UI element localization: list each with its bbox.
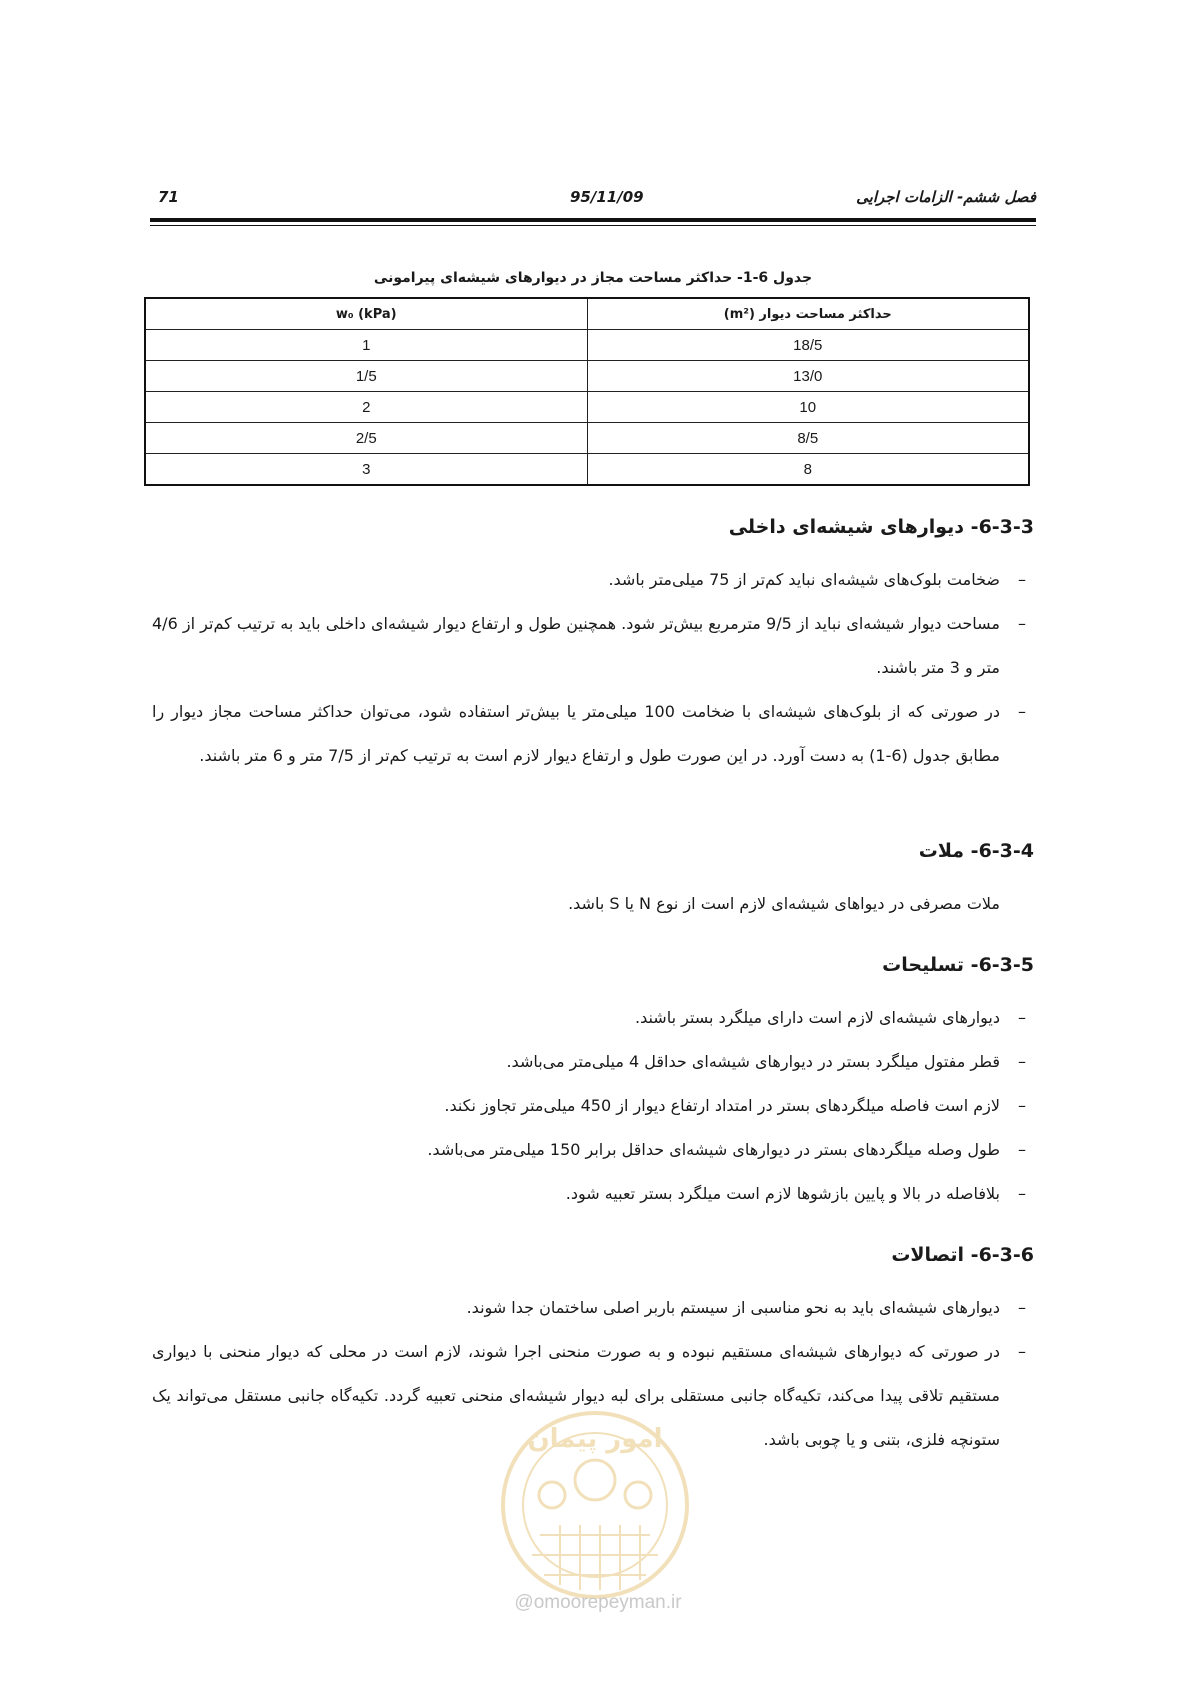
table-cell: 10 <box>587 392 1029 423</box>
list-item <box>152 558 1034 602</box>
list-item-text: مساحت دیوار شیشه‌ای نباید از 9/5 مترمربع بیش‌تر شود. همچنین طول و ارتفاع دیوار شیشه‌ای داخلی باید به ترتیب کم‌تر از 4/6 متر و 3 متر باشند. <box>152 614 1000 677</box>
list-item-text: دیوارهای شیشه‌ای لازم است دارای میلگرد بستر باشند. <box>634 1008 1000 1027</box>
section-body-reinforcement <box>152 996 1034 1216</box>
list-item <box>152 1128 1034 1172</box>
list-item-text: قطر مفتول میلگرد بستر در دیوارهای شیشه‌ای حداقل 4 میلی‌متر می‌باشد. <box>506 1052 1000 1071</box>
table-row <box>145 454 1029 486</box>
table-row <box>145 423 1029 454</box>
seal-right-emblem <box>625 1482 651 1508</box>
section-heading-mortar: 6-3-4- ملات <box>918 840 1034 862</box>
list-item <box>152 1286 1034 1330</box>
seal-center-emblem <box>575 1460 615 1500</box>
list-item <box>152 602 1034 690</box>
table-header-row <box>145 298 1029 330</box>
table-row <box>145 361 1029 392</box>
table-cell: 2 <box>145 392 587 423</box>
bullet-dash: – <box>1018 1342 1026 1361</box>
bullet-dash: – <box>1018 702 1026 721</box>
list-item <box>152 996 1034 1040</box>
section-heading-connections: 6-3-6- اتصالات <box>891 1244 1034 1266</box>
bullet-dash: – <box>1018 570 1026 589</box>
bullet-dash: – <box>1018 1096 1026 1115</box>
header-rule-thin <box>150 225 1036 226</box>
list-item-text: طول وصله میلگردهای بستر در دیوارهای شیشه‌ای حداقل برابر 150 میلی‌متر می‌باشد. <box>427 1140 1000 1159</box>
list-item <box>152 1040 1034 1084</box>
table-row <box>145 392 1029 423</box>
watermark-seal-text: امور پیمان <box>527 1424 663 1454</box>
chapter-title: فصل ششم- الزامات اجرایی <box>856 188 1036 206</box>
list-item <box>152 1084 1034 1128</box>
section-heading-reinforcement: 6-3-5- تسلیحات <box>882 954 1034 976</box>
bullet-dash: – <box>1018 1008 1026 1027</box>
table-cell: 8/5 <box>587 423 1029 454</box>
list-item-text: ضخامت بلوک‌های شیشه‌ای نباید کم‌تر از 75 میلی‌متر باشد. <box>608 570 1000 589</box>
section-body-mortar <box>152 882 1034 926</box>
max-area-table <box>144 297 1030 486</box>
table-cell: 1/5 <box>145 361 587 392</box>
section-heading-interior-glass-walls: 6-3-3- دیوارهای شیشه‌ای داخلی <box>728 516 1034 538</box>
table-cell: 13/0 <box>587 361 1029 392</box>
table-cell: 3 <box>145 454 587 486</box>
list-item-text: لازم است فاصله میلگردهای بستر در امتداد ارتفاع دیوار از 450 میلی‌متر تجاوز نکند. <box>444 1096 1000 1115</box>
table-row <box>145 330 1029 361</box>
list-item-text: در صورتی که دیوارهای شیشه‌ای مستقیم نبوده و به صورت منحنی اجرا شوند، لازم است در محلی که دیوار منحنی با دیواری مستقیم تلاقی پیدا می‌کند، تکیه‌گاه جانبی مستقلی برای لبه دیوار شیشه‌ای منحنی تعبیه گردد. تکیه‌گاه جانبی مستقل می‌تواند یک ستونچه فلزی، بتنی و یا چوبی باشد. <box>152 1342 1000 1449</box>
page-number: 71 <box>158 188 179 206</box>
table-cell: 18/5 <box>587 330 1029 361</box>
bullet-dash: – <box>1018 614 1026 633</box>
bullet-dash: – <box>1018 1140 1026 1159</box>
list-item-text: دیوارهای شیشه‌ای باید به نحو مناسبی از سیستم باربر اصلی ساختمان جدا شوند. <box>466 1298 1000 1317</box>
column-header-w0-text: w₀ (kPa) <box>335 306 397 322</box>
bullet-dash: – <box>1018 1298 1026 1317</box>
list-item <box>152 690 1034 778</box>
table-caption: جدول 6-1- حداکثر مساحت مجاز در دیوارهای شیشه‌ای پیرامونی <box>373 270 813 286</box>
watermark-site: @omoorepeyman.ir <box>514 1592 682 1613</box>
bullet-dash: – <box>1018 1184 1026 1203</box>
mortar-paragraph: ملات مصرفی در دیواهای شیشه‌ای لازم است از نوع N یا S باشد. <box>568 894 1000 913</box>
bullet-dash: – <box>1018 1052 1026 1071</box>
list-item-text: بلافاصله در بالا و پایین بازشوها لازم است میلگرد بستر تعبیه شود. <box>565 1184 1000 1203</box>
seal-left-emblem <box>539 1482 565 1508</box>
column-header-max-area: حداکثر مساحت دیوار (m²) <box>587 298 1029 330</box>
revision-date: 95/11/09 <box>570 188 644 206</box>
table-cell: 2/5 <box>145 423 587 454</box>
header-rule-thick <box>150 218 1036 222</box>
table-cell: 8 <box>587 454 1029 486</box>
seal-grid <box>532 1525 658 1590</box>
column-header-w0 <box>145 298 587 330</box>
running-header <box>150 188 1036 216</box>
list-item <box>152 1172 1034 1216</box>
list-item-text: در صورتی که از بلوک‌های شیشه‌ای با ضخامت 100 میلی‌متر یا بیش‌تر استفاده شود، می‌توان حداکثر مساحت مجاز دیوار را مطابق جدول (6-1) به دست آورد. در این صورت طول و ارتفاع دیوار لازم است به ترتیب کم‌تر از 7/5 متر و 6 متر باشند. <box>152 702 1000 765</box>
table-cell: 1 <box>145 330 587 361</box>
watermark-logo <box>470 1385 720 1605</box>
section-body-interior-glass-walls <box>152 558 1034 778</box>
